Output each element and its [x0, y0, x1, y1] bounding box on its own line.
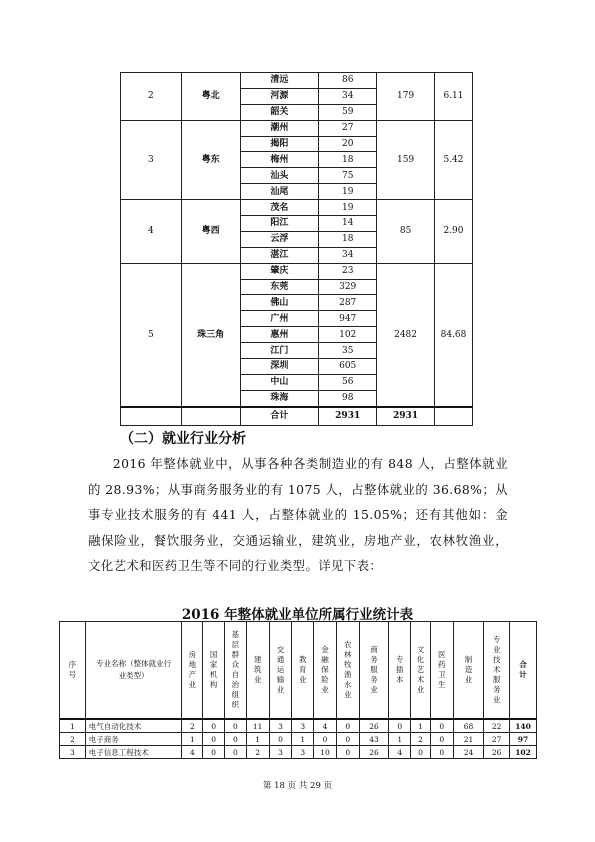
- table-cell: 1: [292, 733, 314, 746]
- column-header: [85, 622, 182, 720]
- city-name: 河源: [240, 88, 319, 104]
- table-cell: 2: [182, 719, 203, 733]
- column-header-label: 专业名称（整体就业行业类型）: [96, 659, 172, 680]
- city-count: 605: [319, 359, 377, 375]
- column-header: [292, 622, 314, 720]
- table-cell: 26: [359, 719, 389, 733]
- total-label: 合计: [240, 407, 319, 426]
- column-header-label: 制造业: [464, 655, 473, 684]
- column-header: [314, 622, 337, 720]
- city-count: 59: [319, 104, 377, 120]
- page-footer: 第 18 页 共 29 页: [262, 781, 333, 791]
- city-count: 14: [319, 216, 377, 232]
- total-count: 2931: [319, 407, 377, 426]
- region-name: 珠三角: [181, 263, 240, 407]
- table-cell: 0: [389, 719, 411, 733]
- city-name: 清远: [240, 73, 319, 89]
- city-name: 茂名: [240, 200, 319, 216]
- table-cell: 0: [430, 719, 453, 733]
- column-header: [246, 622, 269, 720]
- column-header: [60, 622, 86, 720]
- body-paragraph: [88, 451, 508, 579]
- table-cell: 11: [246, 719, 269, 733]
- table-cell: 0: [336, 746, 359, 759]
- column-header: [484, 622, 510, 720]
- column-header-label: 教育业: [298, 655, 307, 684]
- row-total: 97: [510, 733, 537, 746]
- table-cell: 0: [336, 719, 359, 733]
- region-row: [121, 120, 473, 136]
- section-heading: （二）就业行业分析: [120, 431, 246, 447]
- column-header: [359, 622, 389, 720]
- city-name: 肇庆: [240, 263, 319, 279]
- city-count: 56: [319, 374, 377, 390]
- city-name: 中山: [240, 374, 319, 390]
- column-header-label: 合计: [519, 660, 527, 679]
- city-name: 云浮: [240, 231, 319, 247]
- table-cell: 0: [203, 746, 225, 759]
- city-count: 20: [319, 136, 377, 152]
- region-row: [121, 73, 473, 89]
- column-header-label: 专业技术服务业: [492, 635, 501, 704]
- region-subtotal: 2482: [377, 263, 435, 407]
- industry-table: [59, 621, 537, 759]
- table-cell: 3: [292, 746, 314, 759]
- city-count: 102: [319, 327, 377, 343]
- city-name: 湛江: [240, 247, 319, 263]
- table-cell: 0: [411, 746, 431, 759]
- table-cell: 4: [182, 746, 203, 759]
- major-name: 电子信息工程技术: [85, 746, 182, 759]
- city-count: 75: [319, 168, 377, 184]
- column-header-label: 专插本: [395, 655, 404, 684]
- paragraph-text: 2016 年整体就业中，从事各种各类制造业的有 848 人，占整体就业的 28.93%；从事商务服务业的有 1075 人，占整体就业的 36.68%；从事专业技术服务的有 441 人，占整体就业的 15.05%；还有其他如：金融保险业，餐饮服务业，交通运输业，建筑业，房地产业，农林牧渔业，文化艺术和医药卫生等不同的行业类型。详见下表：: [88, 456, 508, 574]
- table-cell: 0: [225, 746, 247, 759]
- city-name: 东莞: [240, 279, 319, 295]
- table-cell: 24: [453, 746, 484, 759]
- table-cell: 4: [314, 719, 337, 733]
- total-row: [121, 407, 473, 426]
- region-name: 粤东: [181, 120, 240, 199]
- table-cell: 2: [411, 733, 431, 746]
- table-cell: 21: [453, 733, 484, 746]
- city-count: 27: [319, 120, 377, 136]
- column-header-label: 序号: [68, 660, 77, 679]
- city-count: 23: [319, 263, 377, 279]
- table-row: [60, 733, 537, 746]
- group-number: 4: [121, 200, 182, 264]
- row-number: 3: [60, 746, 86, 759]
- city-name: 汕头: [240, 168, 319, 184]
- region-percent: 6.11: [435, 73, 473, 121]
- city-name: 阳江: [240, 216, 319, 232]
- group-number: 5: [121, 263, 182, 407]
- row-total: 140: [510, 719, 537, 733]
- city-name: 珠海: [240, 390, 319, 406]
- column-header-label: 基层群众自治组织: [231, 630, 240, 709]
- region-subtotal: 179: [377, 73, 435, 121]
- total-blank: [435, 407, 473, 426]
- city-name: 潮州: [240, 120, 319, 136]
- table-cell: 0: [430, 746, 453, 759]
- column-header-label: 文化艺术业: [416, 645, 425, 694]
- region-subtotal: 159: [377, 120, 435, 199]
- column-header: [453, 622, 484, 720]
- row-number: 2: [60, 733, 86, 746]
- city-count: 19: [319, 184, 377, 200]
- city-count: 18: [319, 231, 377, 247]
- table-row: [60, 719, 537, 733]
- table-cell: 1: [246, 733, 269, 746]
- table-cell: 27: [484, 733, 510, 746]
- table-cell: 22: [484, 719, 510, 733]
- column-header: [203, 622, 225, 720]
- table-cell: 3: [269, 719, 292, 733]
- region-table: [120, 72, 473, 426]
- region-name: 粤西: [181, 200, 240, 264]
- table-cell: 0: [336, 733, 359, 746]
- city-count: 947: [319, 311, 377, 327]
- table-cell: 0: [225, 719, 247, 733]
- major-name: 电气自动化技术: [85, 719, 182, 733]
- city-name: 梅州: [240, 152, 319, 168]
- city-count: 35: [319, 343, 377, 359]
- city-name: 佛山: [240, 295, 319, 311]
- table-cell: 3: [269, 746, 292, 759]
- total-subtotal: 2931: [377, 407, 435, 426]
- table-cell: 26: [484, 746, 510, 759]
- column-header: [411, 622, 431, 720]
- total-blank: [181, 407, 240, 426]
- city-count: 34: [319, 247, 377, 263]
- table-cell: 4: [389, 746, 411, 759]
- region-percent: 84.68: [435, 263, 473, 407]
- column-header: [269, 622, 292, 720]
- table-cell: 68: [453, 719, 484, 733]
- column-header-label: 金融保险业: [321, 645, 329, 694]
- city-count: 34: [319, 88, 377, 104]
- table-cell: 1: [389, 733, 411, 746]
- region-percent: 5.42: [435, 120, 473, 199]
- table-cell: 0: [203, 719, 225, 733]
- table-cell: 2: [246, 746, 269, 759]
- table-cell: 1: [182, 733, 203, 746]
- table-cell: 0: [269, 733, 292, 746]
- total-blank: [121, 407, 182, 426]
- city-count: 86: [319, 73, 377, 89]
- column-header: [182, 622, 203, 720]
- table-cell: 10: [314, 746, 337, 759]
- group-number: 3: [121, 120, 182, 199]
- city-count: 329: [319, 279, 377, 295]
- column-header: [336, 622, 359, 720]
- column-header-label: 房地产业: [188, 650, 197, 689]
- city-name: 揭阳: [240, 136, 319, 152]
- city-count: 18: [319, 152, 377, 168]
- table-row: [60, 746, 537, 759]
- column-header: [389, 622, 411, 720]
- row-total: 102: [510, 746, 537, 759]
- row-number: 1: [60, 719, 86, 733]
- column-header-label: 商务服务业: [370, 645, 378, 694]
- region-row: [121, 263, 473, 279]
- table-cell: 43: [359, 733, 389, 746]
- table-cell: 0: [430, 733, 453, 746]
- column-header-label: 医药卫生: [438, 650, 446, 689]
- column-header: [225, 622, 247, 720]
- table-cell: 1: [411, 719, 431, 733]
- region-row: [121, 200, 473, 216]
- city-count: 98: [319, 390, 377, 406]
- city-name: 惠州: [240, 327, 319, 343]
- city-name: 汕尾: [240, 184, 319, 200]
- column-header: [510, 622, 537, 720]
- industry-header-row: [60, 622, 537, 720]
- column-header-label: 农林牧渔水业: [344, 640, 352, 699]
- table-cell: 26: [359, 746, 389, 759]
- column-header-label: 建筑业: [253, 655, 262, 684]
- column-header: [430, 622, 453, 720]
- city-name: 深圳: [240, 359, 319, 375]
- city-name: 韶关: [240, 104, 319, 120]
- table-cell: 0: [203, 733, 225, 746]
- region-subtotal: 85: [377, 200, 435, 264]
- city-name: 江门: [240, 343, 319, 359]
- column-header-label: 交通运输业: [276, 645, 285, 694]
- city-count: 19: [319, 200, 377, 216]
- table-cell: 3: [292, 719, 314, 733]
- city-name: 广州: [240, 311, 319, 327]
- region-percent: 2.90: [435, 200, 473, 264]
- table-cell: 0: [225, 733, 247, 746]
- region-name: 粤北: [181, 73, 240, 121]
- industry-table-title: 2016 年整体就业单位所属行业统计表: [181, 607, 414, 623]
- city-count: 287: [319, 295, 377, 311]
- column-header-label: 国家机构: [209, 650, 218, 689]
- major-name: 电子商务: [85, 733, 182, 746]
- table-cell: 0: [314, 733, 337, 746]
- group-number: 2: [121, 73, 182, 121]
